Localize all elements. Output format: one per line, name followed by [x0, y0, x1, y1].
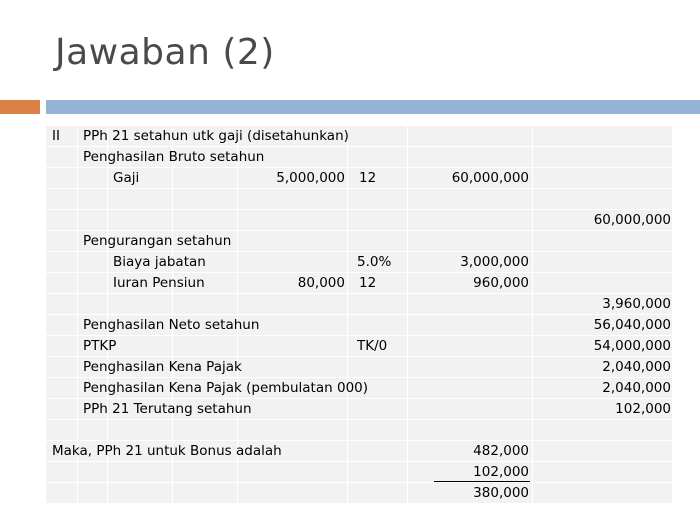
bonus-value-1: 482,000 [473, 443, 529, 459]
accent-bar-blue [46, 100, 700, 114]
iuran-pensiun-total: 960,000 [473, 275, 529, 291]
gaji-label: Gaji [113, 170, 140, 186]
bonus-label: Maka, PPh 21 untuk Bonus adalah [52, 443, 282, 459]
gaji-months: 12 [359, 170, 377, 186]
section-number: II [52, 128, 60, 144]
ptkp-label: PTKP [83, 338, 117, 354]
grid-line [46, 482, 672, 483]
slide-title: Jawaban (2) [55, 32, 275, 73]
calculation-table [46, 126, 672, 503]
biaya-jabatan-total: 3,000,000 [460, 254, 529, 270]
gaji-amount: 5,000,000 [276, 170, 345, 186]
bonus-value-2: 102,000 [473, 464, 529, 480]
ptkp-value: 54,000,000 [593, 338, 671, 354]
neto-label: Penghasilan Neto setahun [83, 317, 260, 333]
iuran-pensiun-label: Iuran Pensiun [113, 275, 205, 291]
bruto-label: Penghasilan Bruto setahun [83, 149, 265, 165]
pengurangan-label: Pengurangan setahun [83, 233, 232, 249]
ptkp-status: TK/0 [357, 338, 388, 354]
section-heading: PPh 21 setahun utk gaji (disetahunkan) [83, 128, 349, 144]
pkp-rounded-value: 2,040,000 [602, 380, 671, 396]
pph-terutang-label: PPh 21 Terutang setahun [83, 401, 252, 417]
pkp-rounded-label: Penghasilan Kena Pajak (pembulatan 000) [83, 380, 369, 396]
pkp-label: Penghasilan Kena Pajak [83, 359, 242, 375]
pkp-value: 2,040,000 [602, 359, 671, 375]
bonus-result: 380,000 [473, 485, 529, 501]
iuran-pensiun-amount: 80,000 [297, 275, 345, 291]
gaji-total: 60,000,000 [451, 170, 529, 186]
iuran-pensiun-months: 12 [359, 275, 377, 291]
biaya-jabatan-label: Biaya jabatan [113, 254, 206, 270]
neto-value: 56,040,000 [593, 317, 671, 333]
bruto-total: 60,000,000 [593, 212, 671, 228]
biaya-jabatan-rate: 5.0% [357, 254, 392, 270]
accent-bar-orange [0, 100, 40, 114]
subtraction-underline [434, 481, 530, 482]
pph-terutang-value: 102,000 [615, 401, 671, 417]
pengurangan-total: 3,960,000 [602, 296, 671, 312]
